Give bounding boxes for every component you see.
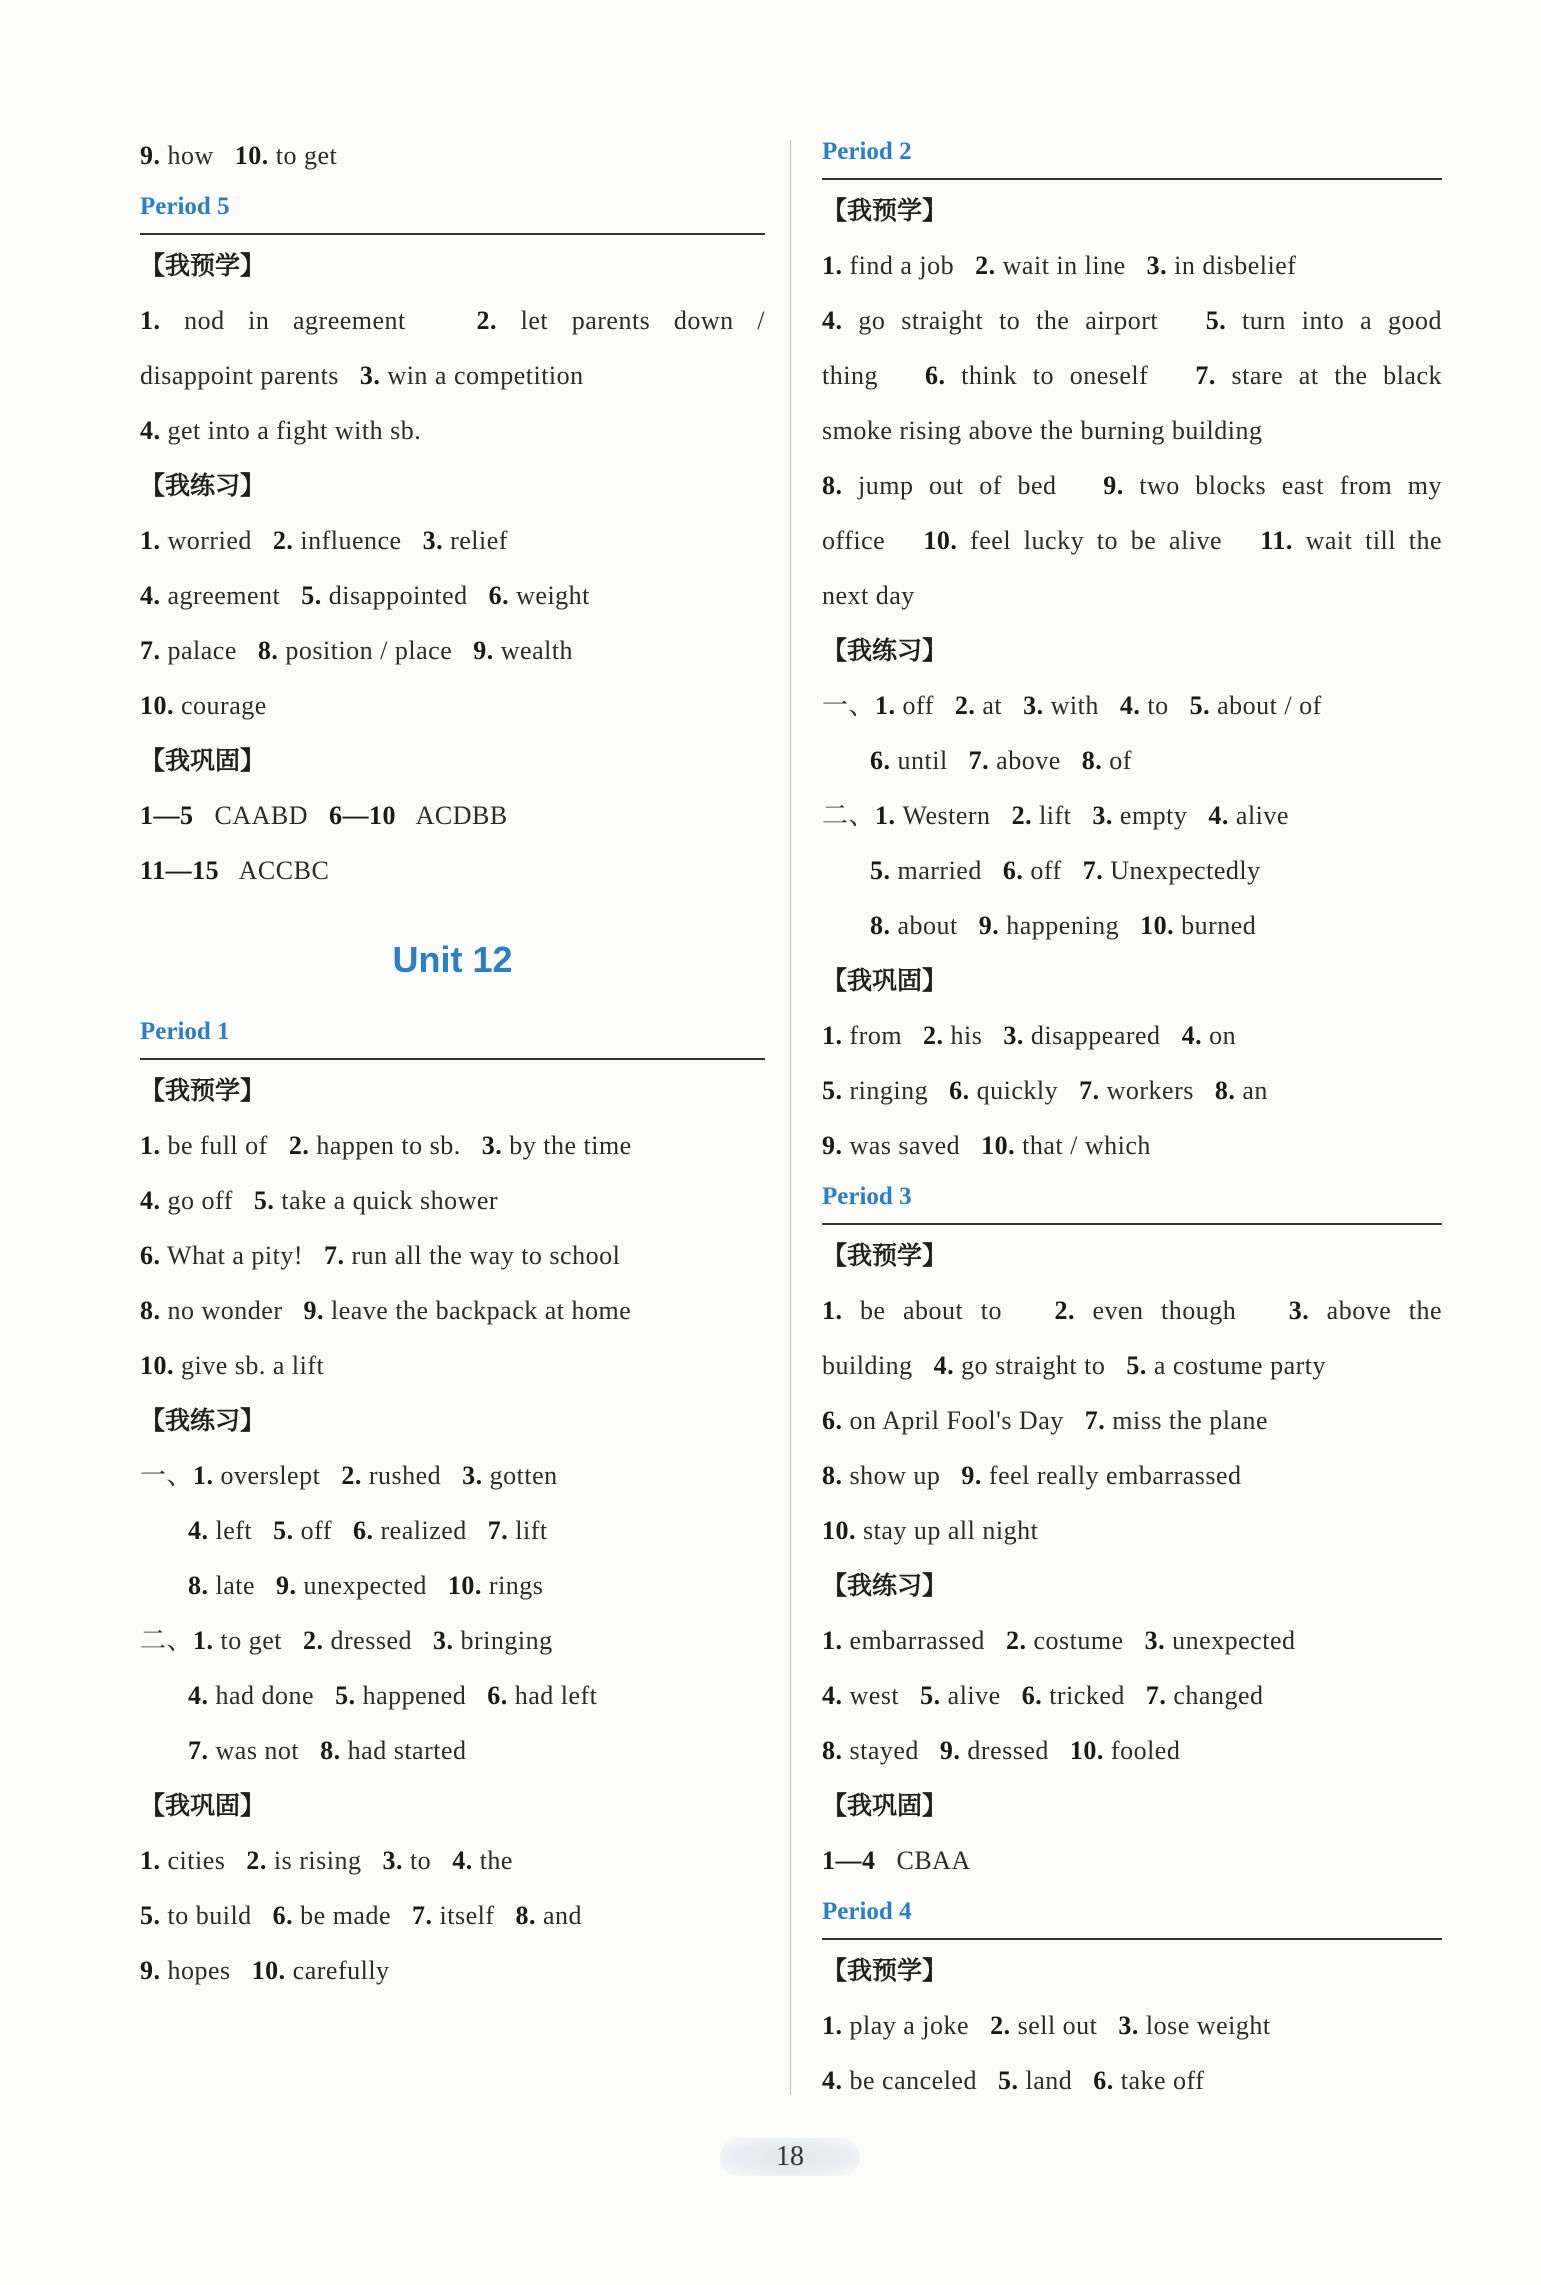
- answer-line: 8. show up 9. feel really embarrassed: [822, 1461, 1242, 1490]
- answer-line: 1. play a joke 2. sell out 3. lose weight: [822, 2011, 1271, 2040]
- answer-line: 9. how 10. to get: [140, 141, 338, 170]
- answer-line: 4. get into a fight with sb.: [140, 416, 422, 445]
- answer-line: 11—15 ACCBC: [140, 856, 330, 885]
- answer-line: 4. go off 5. take a quick shower: [140, 1186, 499, 1215]
- answer-line: 1. cities 2. is rising 3. to 4. the: [140, 1846, 513, 1875]
- section-heading: 【我预学】: [822, 1241, 948, 1270]
- answer-line: 8. jump out of bed 9. two blocks east from my: [822, 471, 1442, 500]
- answer-line: 4. had done 5. happened 6. had left: [188, 1681, 598, 1710]
- answer-line: 6. What a pity! 7. run all the way to school: [140, 1241, 621, 1270]
- answer-line: 5. to build 6. be made 7. itself 8. and: [140, 1901, 583, 1930]
- answer-line: 4. left 5. off 6. realized 7. lift: [188, 1516, 548, 1545]
- section-heading: 【我预学】: [822, 1956, 948, 1985]
- answer-line: 7. palace 8. position / place 9. wealth: [140, 636, 574, 665]
- section-heading: 【我预学】: [140, 1076, 266, 1105]
- period-heading: Period 2: [822, 128, 1442, 180]
- section-heading: 【我练习】: [822, 1571, 948, 1600]
- answer-line: 8. stayed 9. dressed 10. fooled: [822, 1736, 1181, 1765]
- answer-line: 8. no wonder 9. leave the backpack at home: [140, 1296, 632, 1325]
- answer-line: next day: [822, 581, 915, 610]
- answer-line: 1. embarrassed 2. costume 3. unexpected: [822, 1626, 1296, 1655]
- period-heading: Period 4: [822, 1888, 1442, 1940]
- answer-line: 4. west 5. alive 6. tricked 7. changed: [822, 1681, 1264, 1710]
- answer-line: 二、1. Western 2. lift 3. empty 4. alive: [822, 801, 1289, 830]
- answer-line: 7. was not 8. had started: [188, 1736, 467, 1765]
- answer-line: 9. was saved 10. that / which: [822, 1131, 1151, 1160]
- period-heading: Period 3: [822, 1173, 1442, 1225]
- right-column: [822, 128, 1442, 2108]
- left-column: [140, 128, 765, 1998]
- section-heading: 【我练习】: [822, 636, 948, 665]
- answer-line: 1—5 CAABD 6—10 ACDBB: [140, 801, 508, 830]
- answer-line: 1. nod in agreement 2. let parents down /: [140, 306, 765, 335]
- column-divider: [790, 140, 791, 2095]
- period-heading: Period 1: [140, 1008, 765, 1060]
- answer-line: 4. go straight to the airport 5. turn into a good: [822, 306, 1443, 335]
- answer-line: 1. from 2. his 3. disappeared 4. on: [822, 1021, 1237, 1050]
- answer-line: 1. worried 2. influence 3. relief: [140, 526, 508, 555]
- section-heading: 【我预学】: [822, 196, 948, 225]
- answer-line: 一、1. overslept 2. rushed 3. gotten: [140, 1461, 558, 1490]
- answer-line: 10. courage: [140, 691, 267, 720]
- answer-line: 9. hopes 10. carefully: [140, 1956, 390, 1985]
- section-heading: 【我巩固】: [822, 1791, 948, 1820]
- answer-line: 1. find a job 2. wait in line 3. in disbelief: [822, 251, 1297, 280]
- unit-title: Unit 12: [392, 939, 513, 980]
- answer-line: smoke rising above the burning building: [822, 416, 1263, 445]
- answer-line: 1. be full of 2. happen to sb. 3. by the time: [140, 1131, 632, 1160]
- section-heading: 【我预学】: [140, 251, 266, 280]
- answer-line: 4. be canceled 5. land 6. take off: [822, 2066, 1205, 2095]
- answer-line: 1—4 CBAA: [822, 1846, 971, 1875]
- answer-line: 8. about 9. happening 10. burned: [870, 911, 1257, 940]
- section-heading: 【我练习】: [140, 471, 266, 500]
- answer-line: 10. stay up all night: [822, 1516, 1039, 1545]
- answer-line: 10. give sb. a lift: [140, 1351, 325, 1380]
- answer-line: office 10. feel lucky to be alive 11. wait till the: [822, 526, 1443, 555]
- period-heading: Period 5: [140, 183, 765, 235]
- answer-line: 6. on April Fool's Day 7. miss the plane: [822, 1406, 1269, 1435]
- section-heading: 【我练习】: [140, 1406, 266, 1435]
- answer-line: 二、1. to get 2. dressed 3. bringing: [140, 1626, 553, 1655]
- page-number: 18: [720, 2138, 860, 2176]
- section-heading: 【我巩固】: [140, 1791, 266, 1820]
- section-heading: 【我巩固】: [822, 966, 948, 995]
- answer-line: 一、1. off 2. at 3. with 4. to 5. about / of: [822, 691, 1322, 720]
- answer-line: 4. agreement 5. disappointed 6. weight: [140, 581, 590, 610]
- answer-line: thing 6. think to oneself 7. stare at the black: [822, 361, 1442, 390]
- answer-line: 8. late 9. unexpected 10. rings: [188, 1571, 544, 1600]
- answer-line: disappoint parents 3. win a competition: [140, 361, 584, 390]
- answer-line: 5. married 6. off 7. Unexpectedly: [870, 856, 1261, 885]
- answer-line: 6. until 7. above 8. of: [870, 746, 1132, 775]
- section-heading: 【我巩固】: [140, 746, 266, 775]
- answer-line: 5. ringing 6. quickly 7. workers 8. an: [822, 1076, 1268, 1105]
- answer-line: building 4. go straight to 5. a costume party: [822, 1351, 1326, 1380]
- answer-line: 1. be about to 2. even though 3. above the: [822, 1296, 1443, 1325]
